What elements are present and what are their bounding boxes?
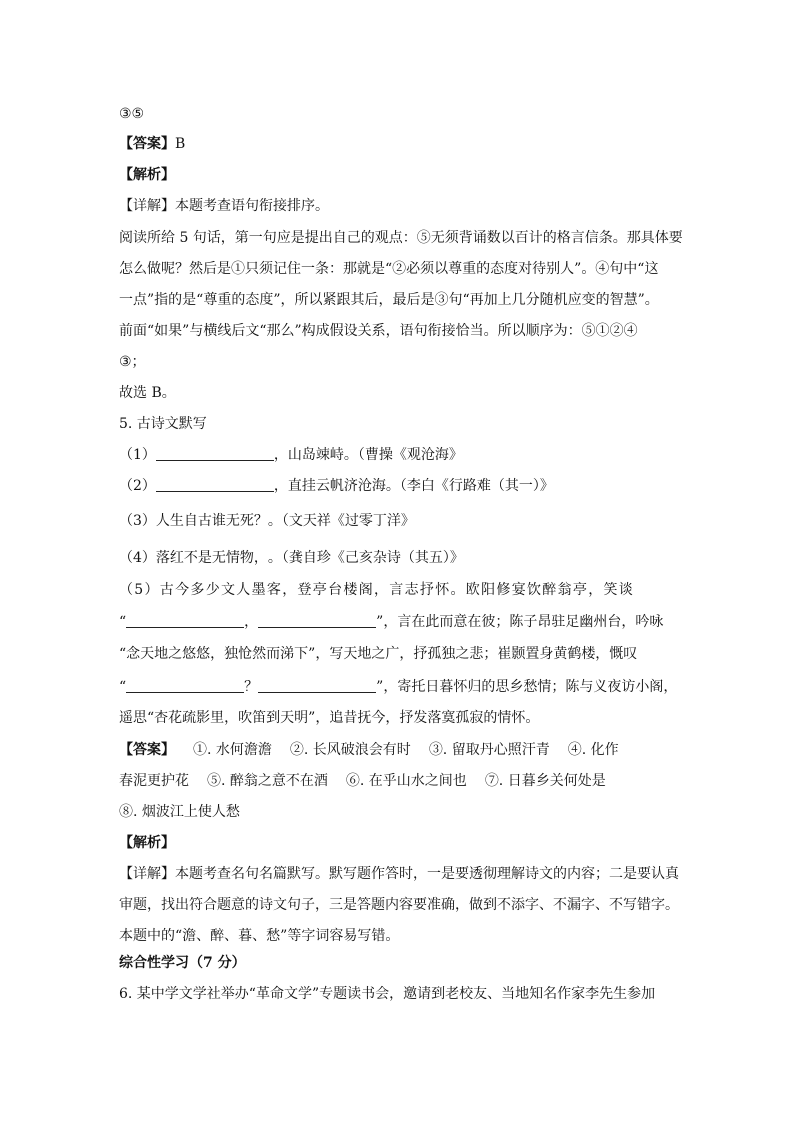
answer-item: ②. 长风破浪会有时 xyxy=(289,742,411,758)
answer-tag: 【答案】 xyxy=(119,742,175,758)
fill-blank[interactable] xyxy=(258,613,376,628)
fill-blank[interactable] xyxy=(258,678,376,693)
fill-blank[interactable] xyxy=(156,477,274,492)
item-number: （2） xyxy=(119,478,156,494)
question-5-item-1 xyxy=(119,445,463,465)
item-text: （3）人生自古谁无死？ xyxy=(119,513,268,529)
detail-line: 【详解】本题考查语句衔接排序。 xyxy=(119,198,329,214)
question-5-item-5: （5）古今多少文人墨客，登亭台楼阁，言志抒怀。欧阳修宴饮醉翁亭，笑谈 xyxy=(119,582,635,598)
explain-line: 前面“如果”与横线后文“那么”构成假设关系，语句衔接恰当。所以顺序为：⑤①②④ xyxy=(119,323,638,339)
item-text: ，山岛竦峙。（曹操《观沧海》 xyxy=(273,447,463,463)
answer-value: B xyxy=(175,136,186,152)
answer-item: ⑤. 醉翁之意不在酒 xyxy=(207,773,328,789)
answer-item: ⑥. 在乎山水之间也 xyxy=(345,773,467,789)
question-5-item-5-cont: “念天地之悠悠，独怆然而涕下”，写天地之广，抒孤独之悲；崔颢置身黄鹤楼，慨叹 xyxy=(119,646,638,662)
question-mark: ？ xyxy=(244,679,259,695)
answer-line-q5-cont: ⑧. 烟波江上使人愁 xyxy=(119,804,240,820)
question-5-item-3 xyxy=(119,511,415,531)
fill-blank[interactable] xyxy=(126,613,244,628)
detail-line: 【详解】本题考查名句名篇默写。默写题作答时，一是要透彻理解诗文的内容；二是要认真 xyxy=(119,866,679,882)
analysis-tag: 【解析】 xyxy=(119,835,175,851)
question-5-title: 5. 古诗文默写 xyxy=(119,416,207,432)
answer-item: ①. 水何澹澹 xyxy=(193,742,272,758)
question-5-item-2 xyxy=(119,476,554,496)
answer-item: ④. 化作 xyxy=(567,742,619,758)
explain-line: 怎么做呢？然后是①只须记住一条：那就是“②必须以尊重的态度对待别人”。④句中“这 xyxy=(119,261,659,277)
item-text: （4）落红不是无情物， xyxy=(119,550,268,566)
answer-line-q5-cont xyxy=(119,771,606,791)
question-5-item-5-cont: 遥思“杏花疏影里，吹笛到天明”，追昔抚今，抒发落寞孤寂的情怀。 xyxy=(119,710,540,726)
explain-line: 阅读所给 5 句话，第一句应是提出自己的观点：⑤无须背诵数以百计的格言信条。那具体要 xyxy=(119,230,683,246)
quote-mark: “ xyxy=(119,614,127,630)
answer-item: ③. 留取丹心照汗青 xyxy=(428,742,550,758)
answer-item: 春泥更护花 xyxy=(119,773,189,789)
answer-line xyxy=(119,134,185,154)
detail-line: 本题中的“澹、醉、暮、愁”等字词容易写错。 xyxy=(119,928,400,944)
item-text: 。（文天祥《过零丁洋》 xyxy=(267,513,415,529)
item-text: ”，寄托日暮怀归的思乡愁情；陈与义夜访小阁， xyxy=(376,679,678,695)
answer-tag: 【答案】 xyxy=(119,136,175,152)
question-5-item-4 xyxy=(119,548,464,568)
detail-line: 审题，找出符合题意的诗文句子，三是答题内容要准确，做到不添字、不漏字、不写错字。 xyxy=(119,897,679,913)
fill-blank[interactable] xyxy=(126,678,244,693)
quote-mark: “ xyxy=(119,679,127,695)
analysis-tag: 【解析】 xyxy=(119,167,175,183)
question-6-title: 6. 某中学文学社举办“革命文学”专题读书会，邀请到老校友、当地知名作家李先生参加 xyxy=(119,986,656,1002)
item-text: ，直挂云帆济沧海。（李白《行路难（其一）》 xyxy=(273,478,554,494)
question-5-item-5-cont xyxy=(119,612,663,632)
conclusion-line: 故选 B。 xyxy=(119,385,176,401)
comma: ， xyxy=(244,614,259,630)
item-text: 。（龚自珍《己亥杂诗（其五）》 xyxy=(267,550,464,566)
answer-item: ⑦. 日暮乡关何处是 xyxy=(484,773,606,789)
explain-line: 一点”指的是“尊重的态度”，所以紧跟其后，最后是③句“再加上几分随机应变的智慧”。 xyxy=(119,292,659,308)
prev-options-tail: ③⑤ xyxy=(119,106,145,122)
item-text: ”，言在此而意在彼；陈子昂驻足幽州台，吟咏 xyxy=(376,614,664,630)
item-number: （1） xyxy=(119,447,156,463)
explain-line: ③； xyxy=(119,354,146,370)
question-5-item-5-cont xyxy=(119,677,677,697)
section-title: 综合性学习（7 分） xyxy=(119,955,246,971)
fill-blank[interactable] xyxy=(156,446,274,461)
answer-line-q5 xyxy=(119,740,619,760)
